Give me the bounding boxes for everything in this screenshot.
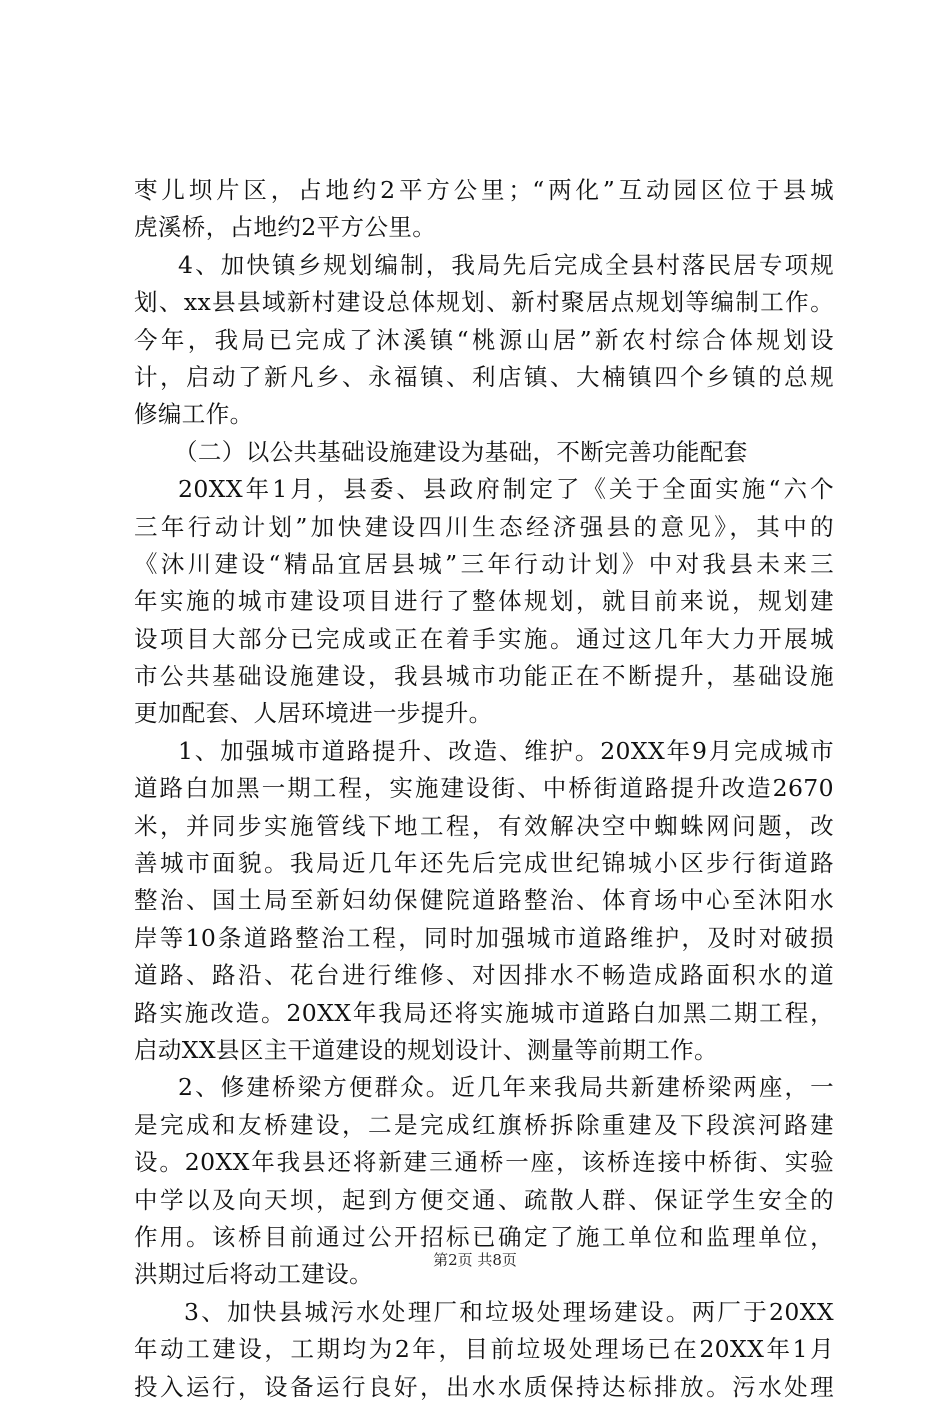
text-line: 洪期过后将动工建设。 (134, 1260, 373, 1289)
text-line: 虎溪桥，占地约2平方公里。 (134, 213, 437, 242)
text-line: 1、加强城市道路提升、改造、维护。20XX年9月完成城市 (178, 736, 834, 765)
text-line: 道路白加黑一期工程，实施建设街、中桥街道路提升改造2670 (134, 774, 834, 803)
text-line: 投入运行，设备运行良好，出水水质保持达标排放。污水处理 (134, 1372, 834, 1401)
text-line: 修编工作。 (134, 400, 254, 429)
text-line: 整治、国土局至新妇幼保健院道路整治、体育场中心至沐阳水 (134, 886, 834, 915)
text-line: 枣儿坝片区，占地约2平方公里；“两化”互动园区位于县城 (134, 176, 834, 204)
text-line: 4、加快镇乡规划编制，我局先后完成全县村落民居专项规 (178, 250, 834, 279)
text-line: 设。20XX年我县还将新建三通桥一座，该桥连接中桥街、实验 (134, 1148, 834, 1177)
text-line: 更加配套、人居环境进一步提升。 (134, 699, 493, 728)
text-line: 设项目大部分已完成或正在着手实施。通过这几年大力开展城 (134, 624, 834, 653)
document-body (134, 172, 834, 1406)
page-footer: 第2页 共8页 (433, 1251, 517, 1269)
text-line: 善城市面貌。我局近几年还先后完成世纪锦城小区步行街道路 (134, 849, 834, 878)
text-line: 《沐川建设“精品宜居县城”三年行动计划》中对我县未来三 (134, 549, 834, 578)
text-line: 年动工建设，工期均为2年，目前垃圾处理场已在20XX年1月 (134, 1335, 834, 1364)
text-line: 是完成和友桥建设，二是完成红旗桥拆除重建及下段滨河路建 (134, 1110, 834, 1139)
text-line: 三年行动计划”加快建设四川生态经济强县的意见》，其中的 (134, 512, 834, 541)
text-line: （二）以公共基础设施建设为基础，不断完善功能配套 (174, 437, 748, 466)
text-line: 3、加快县城污水处理厂和垃圾处理场建设。两厂于20XX (184, 1297, 834, 1326)
text-line: 路实施改造。20XX年我局还将实施城市道路白加黑二期工程， (134, 998, 834, 1027)
text-line: 中学以及向天坝，起到方便交通、疏散人群、保证学生安全的 (134, 1185, 834, 1214)
text-line: 市公共基础设施建设，我县城市功能正在不断提升，基础设施 (134, 662, 834, 691)
text-line: 道路、路沿、花台进行维修、对因排水不畅造成路面积水的道 (134, 961, 834, 990)
text-line: 年实施的城市建设项目进行了整体规划，就目前来说，规划建 (134, 587, 834, 616)
text-line: 今年，我局已完成了沐溪镇“桃源山居”新农村综合体规划设 (134, 325, 834, 354)
text-line: 计，启动了新凡乡、永福镇、利店镇、大楠镇四个乡镇的总规 (134, 362, 834, 391)
text-line: 启动XX县区主干道建设的规划设计、测量等前期工作。 (134, 1035, 718, 1064)
text-line: 2、修建桥梁方便群众。近几年来我局共新建桥梁两座，一 (178, 1073, 834, 1102)
text-line: 岸等10条道路整治工程，同时加强城市道路维护，及时对破损 (134, 923, 834, 952)
text-line: 米，并同步实施管线下地工程，有效解决空中蜘蛛网问题，改 (134, 811, 834, 840)
text-line: 作用。该桥目前通过公开招标已确定了施工单位和监理单位， (134, 1222, 834, 1251)
text-line: 划、xx县县域新村建设总体规划、新村聚居点规划等编制工作。 (134, 288, 834, 317)
text-line: 20XX年1月，县委、县政府制定了《关于全面实施“六个 (178, 475, 834, 504)
